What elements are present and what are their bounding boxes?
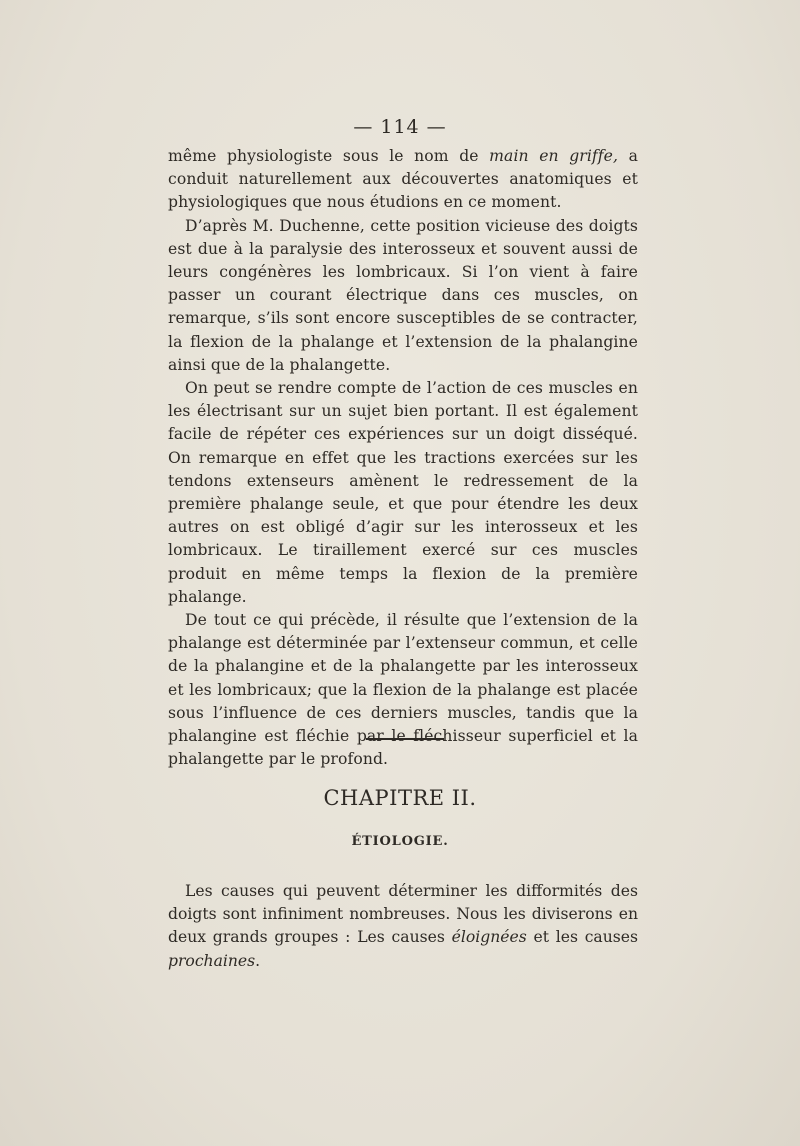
paragraph-1 — [168, 145, 638, 215]
chapter-title: CHAPITRE II. — [323, 786, 477, 810]
text-span: De tout ce qui précède, il résulte que l’extension de la phalange est déterminée par l’extenseur commun, et celle de la phalangine et de la phalangette par les interosseux et les lombricaux; que la flexion de la phalange est placée sous l’influence de ces derniers muscles, tandis que la phalangine est fléchie par le fléchisseur superficiel et la phalangette par le profond. — [168, 611, 638, 769]
section-title: ÉTIOLOGIE. — [351, 834, 449, 849]
paragraph-4 — [168, 609, 638, 771]
body-text — [168, 145, 638, 771]
paragraph-3 — [168, 377, 638, 609]
text-span: et les causes — [526, 928, 639, 947]
text-span: a conduit naturellement aux découvertes anatomiques et physiologiques que nous étudions en ce moment. — [168, 147, 638, 212]
text-span: On peut se rendre compte de l’action de ces muscles en les électrisant sur un sujet bien portant. Il est également facile de répéter ces expériences sur un doigt disséqué. On remarque en effet que les tractions exercées sur les tendons extenseurs amènent le redressement de la première phalange seule, et que pour étendre les deux autres on est obligé d’agir sur les interosseux et les lombricaux. Le tiraillement exercé sur ces muscles produit en même temps la flexion de la première phalange. — [168, 379, 638, 606]
text-span: Les causes qui peuvent déterminer les difformités des doigts sont infiniment nombreuses. Nous les diviserons en deux grands groupes : Les causes — [168, 882, 638, 947]
paragraph-2 — [168, 215, 638, 377]
page-number: — 114 — — [353, 116, 447, 138]
italic-span: éloignées — [451, 928, 527, 947]
section-divider — [366, 738, 444, 740]
italic-span: prochaines — [168, 951, 256, 970]
text-span: D’après M. Duchenne, cette position vicieuse des doigts est due à la paralysie des interosseux et souvent aussi de leurs congénères les lombricaux. Si l’on vient à faire passer un courant électrique dans ces muscles, on remarque, s’ils sont encore susceptibles de se contracter, la flexion de la phalange et l’extension de la phalangine ainsi que de la phalangette. — [168, 216, 638, 374]
chapter-paragraph — [168, 880, 638, 973]
italic-span: main en griffe, — [489, 147, 619, 165]
chapter-body-text — [168, 880, 638, 973]
text-span: même physiologiste sous le nom de — [168, 147, 490, 165]
text-span: . — [255, 951, 261, 970]
